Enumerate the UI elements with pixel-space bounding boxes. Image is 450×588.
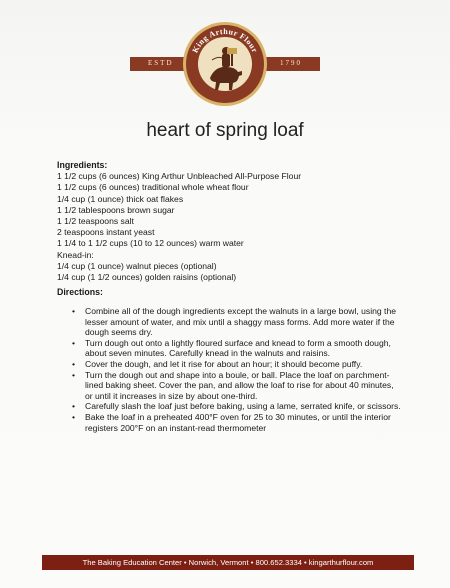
ingredients-section [57,160,417,283]
bullet-icon: • [72,401,76,412]
bullet-icon: • [72,358,76,369]
direction-step-text: Bake the loaf in a preheated 400°F oven for 25 to 30 minutes, or until the interior registers 200°F on an instant-read thermometer [85,411,391,433]
ingredient-line: 1/4 cup (1 ounce) thick oat flakes [57,193,184,204]
ingredient-line: 1/4 cup (1 ounce) walnut pieces (optional) [57,260,217,271]
directions-heading: Directions: [57,287,103,297]
direction-step-text: Combine all of the dough ingredients except the walnuts in a large bowl, using the lesser amount of water, and mix until a shaggy mass forms. Add more water if the dough seems dry. [85,306,397,338]
bullet-icon: • [72,337,76,348]
direction-step-text: Turn the dough out and shape into a boule, or ball. Place the loaf on parchment-lined baking sheet. Cover the pan, and allow the loaf to rise for about 40 minutes, or until it increases in size by about one-third. [85,369,394,401]
direction-step-text: Turn dough out onto a lightly floured surface and knead to form a smooth dough, about seven minutes. Carefully knead in the walnuts and raisins. [85,337,391,359]
direction-step [72,370,402,402]
direction-step-text: Carefully slash the loaf just before baking, using a lame, serrated knife, or scissors. [85,401,401,412]
logo-brand-text: King Arthur Flour [190,26,260,55]
bullet-icon: • [72,369,76,380]
ingredient-line: 1 1/4 to 1 1/2 cups (10 to 12 ounces) warm water [57,238,244,249]
ingredient-line: 2 teaspoons instant yeast [57,227,155,238]
logo-estd-label: ESTD [148,59,174,67]
direction-step [72,306,402,338]
direction-step [72,359,402,370]
bullet-icon: • [72,411,76,422]
direction-step [72,401,402,412]
knight-emblem-icon [182,20,268,108]
ingredient-line: 1 1/2 tablespoons brown sugar [57,204,175,215]
ingredient-line: 1 1/2 cups (6 ounces) traditional whole wheat flour [57,182,249,193]
recipe-title: heart of spring loaf [146,120,304,141]
direction-step [72,338,402,359]
knead-in-label: Knead-in: [57,249,94,260]
footer-bar: The Baking Education Center • Norwich, Vermont • 800.652.3334 • kingarthurflour.com [42,555,414,570]
direction-step-text: Cover the dough, and let it rise for about an hour; it should become puffy. [85,358,363,369]
ingredient-line: 1/4 cup (1 1/2 ounces) golden raisins (optional) [57,272,237,283]
directions-list [72,306,402,433]
brand-logo [130,20,320,112]
ingredient-line: 1 1/2 teaspoons salt [57,216,134,227]
ingredient-line: 1 1/2 cups (6 ounces) King Arthur Unbleached All-Purpose Flour [57,171,302,182]
bullet-icon: • [72,306,76,316]
logo-year-label: 1790 [280,59,302,67]
ingredients-heading: Ingredients: [57,160,108,170]
direction-step [72,412,402,433]
